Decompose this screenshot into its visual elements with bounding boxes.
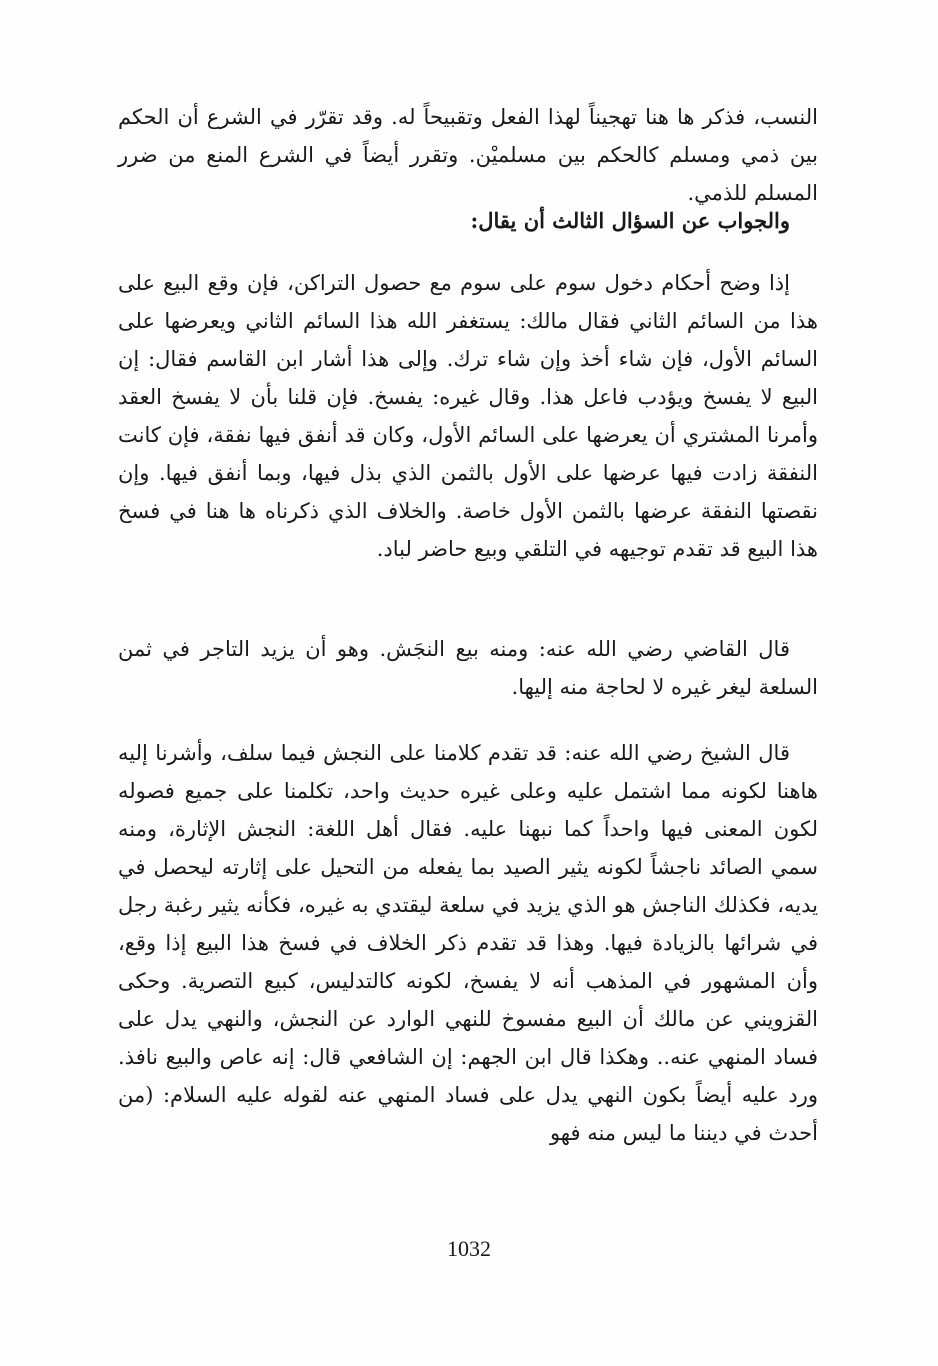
paragraph-1-block	[118, 98, 818, 212]
page-number: 1032	[447, 1236, 491, 1261]
section-heading: والجواب عن السؤال الثالث أن يقال:	[470, 208, 790, 233]
heading-block	[118, 202, 818, 240]
paragraph-1: النسب، فذكر ها هنا تهجيناً لهذا الفعل وتقبيحاً له. وقد تقرّر في الشرع أن الحكم بين ذمي ومسلم كالحكم بين مسلميْن. وتقرر أيضاً في الشرع المنع من ضرر المسلم للذمي.	[118, 105, 818, 205]
paragraph-2-block	[118, 264, 818, 568]
paragraph-3: قال القاضي رضي الله عنه: ومنه بيع النجَش. وهو أن يزيد التاجر في ثمن السلعة ليغر غيره لا لحاجة منه إليها.	[118, 637, 818, 699]
paragraph-3-block	[118, 630, 818, 706]
paragraph-4: قال الشيخ رضي الله عنه: قد تقدم كلامنا على النجش فيما سلف، وأشرنا إليه هاهنا لكونه مما اشتمل عليه وعلى غيره حديث واحد، تكلمنا على جميع فصوله لكون المعنى فيها واحداً كما نبهنا عليه. فقال أهل اللغة: النجش الإثارة، ومنه سمي الصائد ناجشاً لكونه يثير الصيد بما يفعله من التحيل على إثارته ليحصل في يديه، فكذلك الناجش هو الذي يزيد في سلعة ليقتدي به غيره، فكأنه يثير رغبة رجل في شرائها بالزيادة فيها. وهذا قد تقدم ذكر الخلاف في فسخ هذا البيع إذا وقع، وأن المشهور في المذهب أنه لا يفسخ، لكونه كالتدليس، كبيع التصرية. وحكى القزويني عن مالك أن البيع مفسوخ للنهي الوارد عن النجش، والنهي يدل على فساد المنهي عنه.. وهكذا قال ابن الجهم: إن الشافعي قال: إنه عاص والبيع نافذ. ورد عليه أيضاً بكون النهي يدل على فساد المنهي عنه لقوله عليه السلام: (من أحدث في ديننا ما ليس منه فهو	[118, 741, 818, 1145]
paragraph-2: إذا وضح أحكام دخول سوم على سوم مع حصول التراكن، فإن وقع البيع على هذا من السائم الثاني فقال مالك: يستغفر الله هذا السائم الثاني ويعرضها على السائم الأول، فإن شاء أخذ وإن شاء ترك. وإلى هذا أشار ابن القاسم فقال: إن البيع لا يفسخ ويؤدب فاعل هذا. وقال غيره: يفسخ. فإن قلنا بأن لا يفسخ العقد وأمرنا المشتري أن يعرضها على السائم الأول، وكان قد أنفق فيها نفقة، فإن كانت النفقة زادت فيها عرضها على الأول بالثمن الذي بذل فيها، وبما أنفق فيها. وإن نقصتها النفقة عرضها بالثمن الأول خاصة. والخلاف الذي ذكرناه ها هنا في فسخ هذا البيع قد تقدم توجيهه في التلقي وبيع حاضر لباد.	[118, 271, 818, 561]
paragraph-4-block	[118, 734, 818, 1152]
